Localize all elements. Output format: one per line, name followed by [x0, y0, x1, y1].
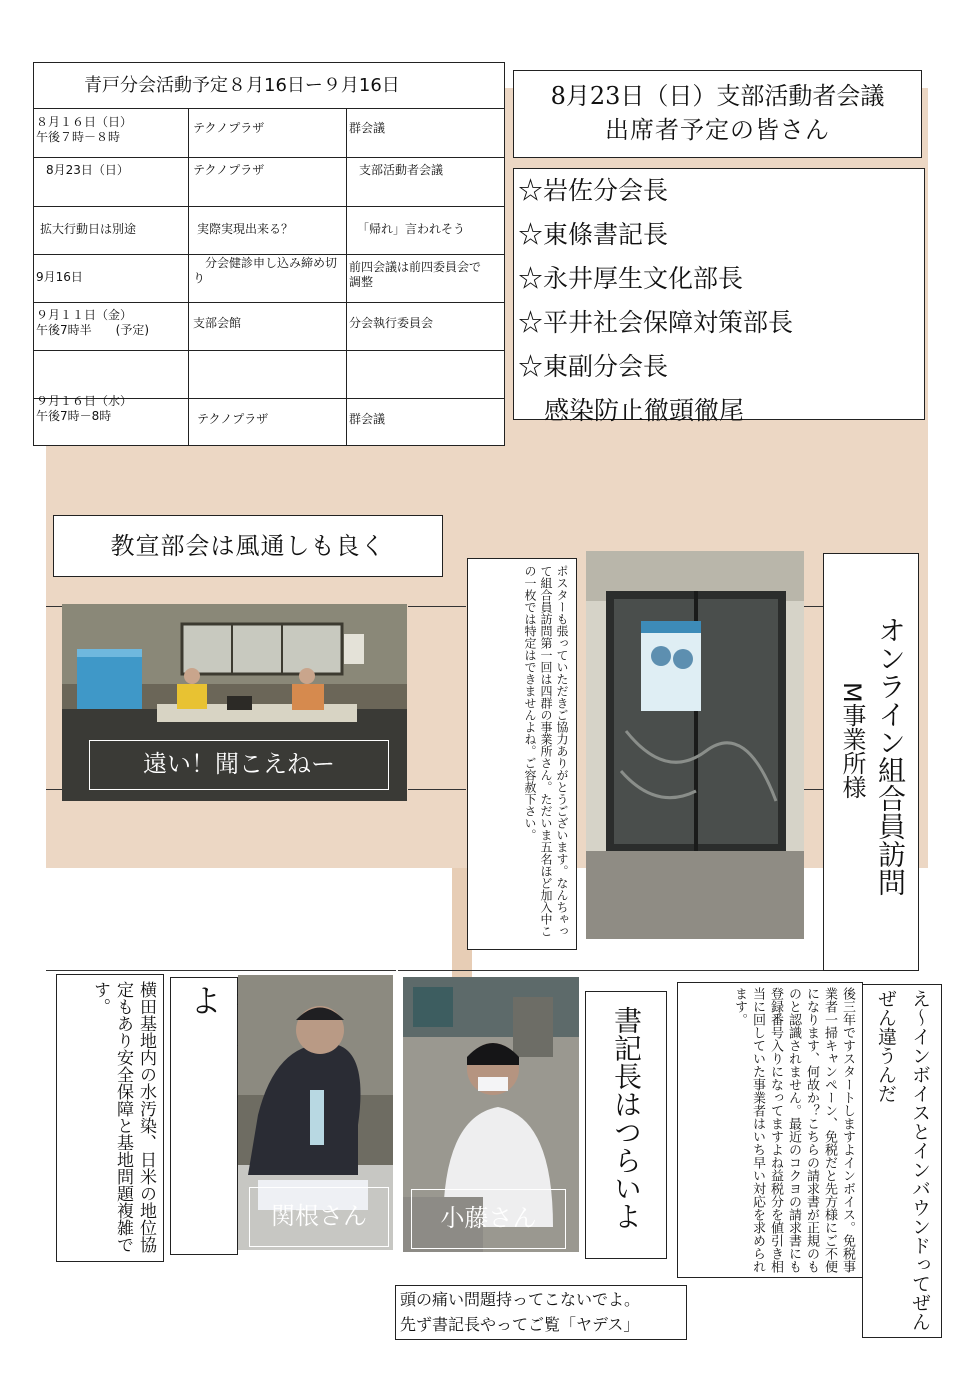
kyosen-heading: 教宣部会は風通しも良く [110, 532, 386, 560]
invoice-body-text: 後三年ですスタートしますよインボイス。免税事業者一掃キャンペーン、免税だと先方様にご不便になります、何故か？こちらの請求書が正規のものと認識されません。最近のコクヨの請求書にも登録番号入りになってますよね益税分を値引き相当に回していた事業者はいち早い対応を求められます。 [732, 987, 855, 1273]
sekine-photo [238, 975, 393, 1250]
schedule-place: 支部会館 [189, 302, 347, 350]
base-note-box [56, 974, 164, 1262]
kyosen-heading-box [53, 515, 443, 577]
kyosen-head-box [170, 977, 238, 1255]
schedule-table [33, 62, 505, 446]
office-door-image [586, 551, 804, 939]
schedule-event [347, 350, 506, 398]
schedule-date: 8月23日（日） [34, 157, 189, 206]
photo-caption: 小藤さん [411, 1189, 566, 1249]
schedule-place: 分会健診申し込み締め切り [189, 254, 347, 302]
poster-note-text: ポスターも張っていただきご協力ありがとうございます。なんちゃって組合員訪問第一回は四群の事業所さん。ただいま五名ほど加入中この一枚では特定はできませんよね。ご容赦下さい。 [523, 565, 569, 937]
schedule-place: 実際実現出来る？ [189, 206, 347, 254]
invoice-title-text: え～インボイスとインバウンドってぜんぜん違うんだ [875, 989, 931, 1331]
attendee-item: ☆平井社会保障対策部長 [518, 308, 794, 337]
schedule-event: 群会議 [349, 412, 386, 426]
schedule-place: テクノプラザ [189, 157, 347, 206]
poster-note-box [467, 558, 577, 950]
attendee-item: ☆岩佐分会長 [518, 176, 669, 205]
bottom-note-line2: 先ず書記長やってご覧「ヤデス」 [400, 1315, 640, 1334]
secretary-text: 書記長はつらいよ [610, 1006, 643, 1230]
attendee-item: ☆東條書記長 [518, 220, 669, 249]
schedule-title: 青戸分会活動予定８月16日ー９月16日 [34, 63, 504, 109]
meeting-title-line2: 出席者予定の皆さん [605, 116, 830, 144]
rule-right-lower [804, 789, 824, 790]
schedule-place: テクノプラザ [189, 398, 347, 446]
rule-mid-lower [408, 789, 466, 790]
secretary-box [585, 991, 667, 1259]
schedule-date: ８月１６日（日） 午後７時－８時 [34, 109, 189, 157]
schedule-event: 群会議 [349, 121, 386, 135]
photo-caption: 関根さん [249, 1187, 389, 1247]
schedule-event: 支部活動者会議 [359, 163, 444, 177]
invoice-body-box [677, 982, 863, 1278]
meeting-title-line1: 8月23日（日）支部活動者会議 [550, 82, 885, 110]
online-visit-box [823, 553, 919, 971]
attendees-box [513, 168, 925, 425]
schedule-date: 9月16日 [34, 254, 189, 302]
schedule-event: 「帰れ」言われそう [357, 222, 466, 236]
bottom-note-box [395, 1285, 687, 1340]
rule-mid-upper [408, 606, 466, 607]
schedule-date [34, 350, 189, 398]
table-row [34, 302, 504, 351]
table-row [34, 254, 504, 303]
attendee-item: ☆永井厚生文化部長 [518, 264, 744, 293]
rule-bottom-left [46, 970, 396, 971]
schedule-date: 拡大行動日は別途 [34, 206, 189, 254]
table-row [34, 206, 504, 255]
table-row [34, 157, 504, 207]
rule-bottom-right [398, 970, 828, 971]
kyosen-head-text: よ [185, 984, 223, 1016]
schedule-event: 前四会議は前四委員会で 調整 [349, 260, 482, 289]
attendee-item: ☆東副分会長 [518, 352, 669, 381]
schedule-event: 分会執行委員会 [349, 316, 434, 330]
online-visit-subtitle: M事業所様 [838, 682, 866, 799]
kofuji-photo [403, 977, 579, 1252]
invoice-title-box [862, 984, 942, 1338]
meeting-title-box [513, 70, 922, 158]
table-row [34, 109, 504, 158]
bottom-note-line1: 頭の痛い問題持ってこないでよ。 [400, 1290, 641, 1309]
schedule-place [189, 350, 347, 398]
schedule-date: ９月１１日（金） 午後7時半 (予定) [34, 302, 189, 350]
online-visit-title: オンライン組合員訪問 [874, 616, 907, 896]
rule-right-upper [804, 606, 824, 607]
photo-caption: 遠い！聞こえねー [89, 740, 389, 790]
schedule-place: テクノプラザ [189, 109, 347, 157]
table-row [34, 394, 504, 446]
meeting-note: 感染防止徹頭徹尾 [544, 396, 745, 425]
meeting-room-photo [62, 604, 407, 801]
office-door-photo [586, 551, 804, 939]
schedule-date: ９月１６日（水） 午後7時－8時 [34, 398, 189, 446]
base-note-text: 横田基地内の水汚染、日米の地位協定もあり安全保障と基地問題複雑です。 [90, 981, 156, 1253]
table-row [34, 350, 504, 399]
